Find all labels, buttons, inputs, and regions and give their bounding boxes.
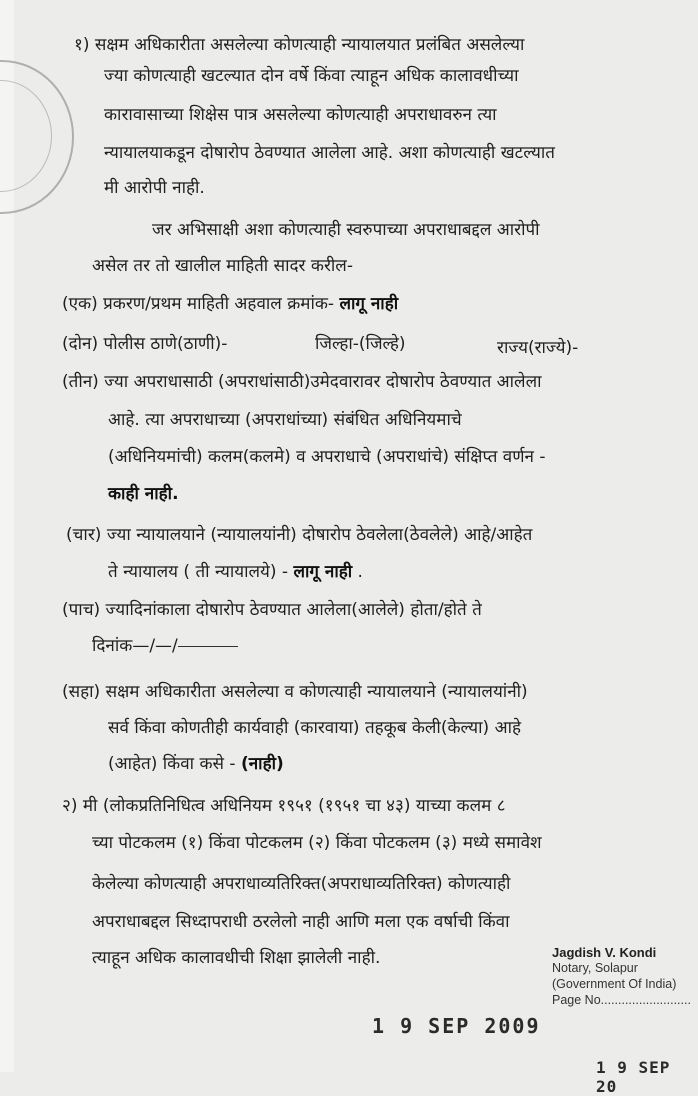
item-ek-value: लागू नाही <box>339 294 399 314</box>
item-saha-value: (नाही) <box>240 754 284 774</box>
item-ek-label: (एक) प्रकरण/प्रथम माहिती अहवाल क्रमांक- <box>62 294 340 314</box>
item-saha-line-3 <box>108 756 284 773</box>
item-pach-line-2 <box>92 638 238 655</box>
item-char-value: लागू नाही <box>293 562 353 582</box>
item-saha-label: (आहेत) किंवा कसे - <box>108 754 241 774</box>
item-teen-line-4: काही नाही. <box>108 484 179 504</box>
clause-1-line-3: कारावासाच्या शिक्षेस पात्र असलेल्या कोणत्याही अपराधावरुन त्या <box>104 105 497 125</box>
item-saha-line-1: (सहा) सक्षम अधिकारीता असलेल्या व कोणत्याही न्यायालयाने (न्यायालयांनी) <box>62 682 528 702</box>
paragraph-2-line-1: जर अभिसाक्षी अशा कोणत्याही स्वरुपाच्या अपराधाबद्दल आरोपी <box>152 220 540 240</box>
item-pach-date: दिनांक—/—/ <box>92 636 178 656</box>
clause-2-line-4: अपराधाबद्दल सिध्दापराधी ठरलेलो नाही आणि मला एक वर्षाची किंवा <box>92 912 510 932</box>
item-teen-line-3: (अधिनियमांची) कलम(कलमे) व अपराधाचे (अपराधांचे) संक्षिप्त वर्णन - <box>108 447 546 467</box>
notary-government: (Government Of India) <box>552 976 677 991</box>
notary-stamp <box>552 945 691 1008</box>
notary-page-no: Page No.......................... <box>552 992 691 1007</box>
item-teen-line-1: (तीन) ज्या अपराधासाठी (अपराधांसाठी)उमेदवारावर दोषारोप ठेवण्यात आलेला <box>62 372 542 392</box>
item-don-district: जिल्हा-(जिल्हे) <box>315 334 406 354</box>
clause-1-line-2: ज्या कोणत्याही खटल्यात दोन वर्षे किंवा त्याहून अधिक कालावधीच्या <box>104 66 519 86</box>
clause-2-line-5: त्याहून अधिक कालावधीची शिक्षा झालेली नाही. <box>92 948 381 968</box>
clause-2-line-2: च्या पोटकलम (१) किंवा पोटकलम (२) किंवा पोटकलम (३) मध्ये समावेश <box>92 833 542 853</box>
item-char-label: ते न्यायालय ( ती न्यायालये) - <box>108 562 294 582</box>
item-saha-line-2: सर्व किंवा कोणतीही कार्यवाही (कारवाया) तहकूब केली(केल्या) आहे <box>108 718 521 738</box>
item-don-police: (दोन) पोलीस ठाणे(ठाणी)- <box>62 334 228 354</box>
item-char-line-2 <box>108 564 363 581</box>
clause-2-line-3: केलेल्या कोणत्याही अपराधाव्यतिरिक्त(अपराधाव्यतिरिक्त) कोणत्याही <box>92 874 511 894</box>
item-don-state: राज्य(राज्ये)- <box>497 338 579 358</box>
item-char-line-1: (चार) ज्या न्यायालयाने (न्यायालयांनी) दोषारोप ठेवलेला(ठेवलेले) आहे/आहेत <box>66 525 533 545</box>
clause-2-line-1: २) मी (लोकप्रतिनिधित्व अधिनियम १९५१ (१९५१ चा ४३) याच्या कलम ८ <box>62 796 506 816</box>
clause-1-line-5: मी आरोपी नाही. <box>104 178 205 198</box>
item-pach-line-1: (पाच) ज्यादिनांकाला दोषारोप ठेवण्यात आलेला(आलेले) होता/होते ते <box>62 600 482 620</box>
date-stamp: 1 9 SEP 2009 <box>372 1014 541 1038</box>
paragraph-2-line-2: असेल तर तो खालील माहिती सादर करील- <box>92 256 353 276</box>
item-char-tail: . <box>352 562 363 582</box>
clause-1-line-4: न्यायालयाकडून दोषारोप ठेवण्यात आलेला आहे. अशा कोणत्याही खटल्यात <box>104 143 555 163</box>
notary-title: Notary, Solapur <box>552 961 638 976</box>
bottom-date-stamp: 1 9 SEP 20 <box>596 1058 671 1096</box>
notary-name: Jagdish V. Kondi <box>552 945 657 960</box>
clause-1-line-1: १) सक्षम अधिकारीता असलेल्या कोणत्याही न्यायालयात प्रलंबित असलेल्या <box>74 35 525 55</box>
item-teen-line-2: आहे. त्या अपराधाच्या (अपराधांच्या) संबंधित अधिनियमाचे <box>108 410 462 430</box>
date-blank-line <box>178 646 238 647</box>
item-ek <box>62 296 398 313</box>
